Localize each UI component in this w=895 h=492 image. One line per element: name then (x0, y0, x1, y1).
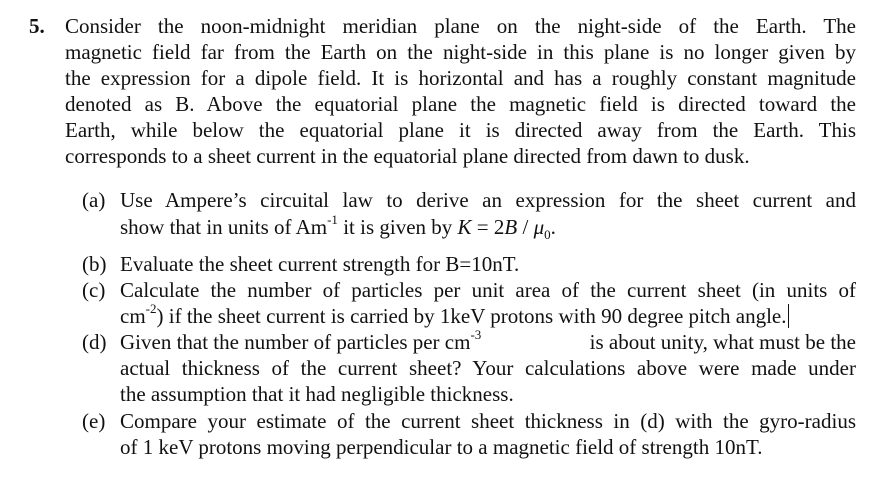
intro-line-5: Earth, while below the equatorial plane it is directed away from the Earth. This (65, 118, 856, 142)
part-c-line-2-text: ) if the sheet current is carried by 1keV protons with 90 degree pitch angle. (156, 304, 787, 328)
intro-line-3: the expression for a dipole field. It is horizontal and has a roughly constant magnitude (65, 66, 856, 90)
part-c-line-2-unit: cm (120, 304, 146, 328)
formula-period: . (550, 215, 556, 239)
formula-mu: μ (533, 215, 545, 239)
part-d-line-2: actual thickness of the current sheet? Your calculations above were made under (120, 356, 856, 380)
part-d-label: (d) (82, 330, 107, 354)
text-cursor (788, 304, 789, 328)
part-c-line-1: Calculate the number of particles per unit area of the current sheet (in units of (120, 278, 856, 302)
part-a-line-2 (120, 212, 556, 243)
part-a-line-2-mid: it is given by (337, 215, 458, 239)
part-a-line-1: Use Ampere’s circuital law to derive an expression for the sheet current and (120, 188, 856, 212)
intro-line-2: magnetic field far from the Earth on the night-side in this plane is no longer given by (65, 40, 856, 64)
part-d-line-1-post: is about unity, what must be the (589, 330, 856, 354)
formula-mu-subscript: 0 (544, 227, 551, 243)
part-a-line-2-text: show that in units of Am (120, 215, 328, 239)
formula-slash: / (517, 215, 534, 239)
part-c-line-2 (120, 303, 789, 329)
part-e-line-1: Compare your estimate of the current sheet thickness in (d) with the gyro-radius (120, 409, 856, 433)
part-d-line-1-pre: Given that the number of particles per cm (120, 330, 471, 354)
intro-line-1: Consider the noon-midnight meridian plane on the night-side of the Earth. The (65, 14, 856, 38)
intro-line-4: denoted as B. Above the equatorial plane the magnetic field is directed toward the (65, 92, 856, 116)
formula-k: K (457, 215, 472, 239)
part-d-line-3: the assumption that it had negligible thickness. (120, 382, 514, 406)
part-e-label: (e) (82, 409, 106, 433)
part-d-line-1-pre-wrap (120, 329, 481, 355)
part-a-label: (a) (82, 188, 106, 212)
part-e-line-2: of 1 keV protons moving perpendicular to a magnetic field of strength 10nT. (120, 435, 763, 459)
part-c-label: (c) (82, 278, 106, 302)
question-number: 5. (29, 14, 45, 38)
part-b-label: (b) (82, 252, 107, 276)
part-c-exponent: -2 (145, 301, 157, 316)
intro-line-6: corresponds to a sheet current in the equatorial plane directed from dawn to dusk. (65, 144, 750, 168)
part-d-line-1 (120, 329, 856, 355)
formula-equals: = 2 (471, 215, 505, 239)
formula-b: B (504, 215, 518, 239)
unit-exponent: -1 (327, 212, 338, 227)
part-b-line-1: Evaluate the sheet current strength for B=10nT. (120, 252, 520, 276)
part-d-exponent: -3 (470, 327, 482, 342)
